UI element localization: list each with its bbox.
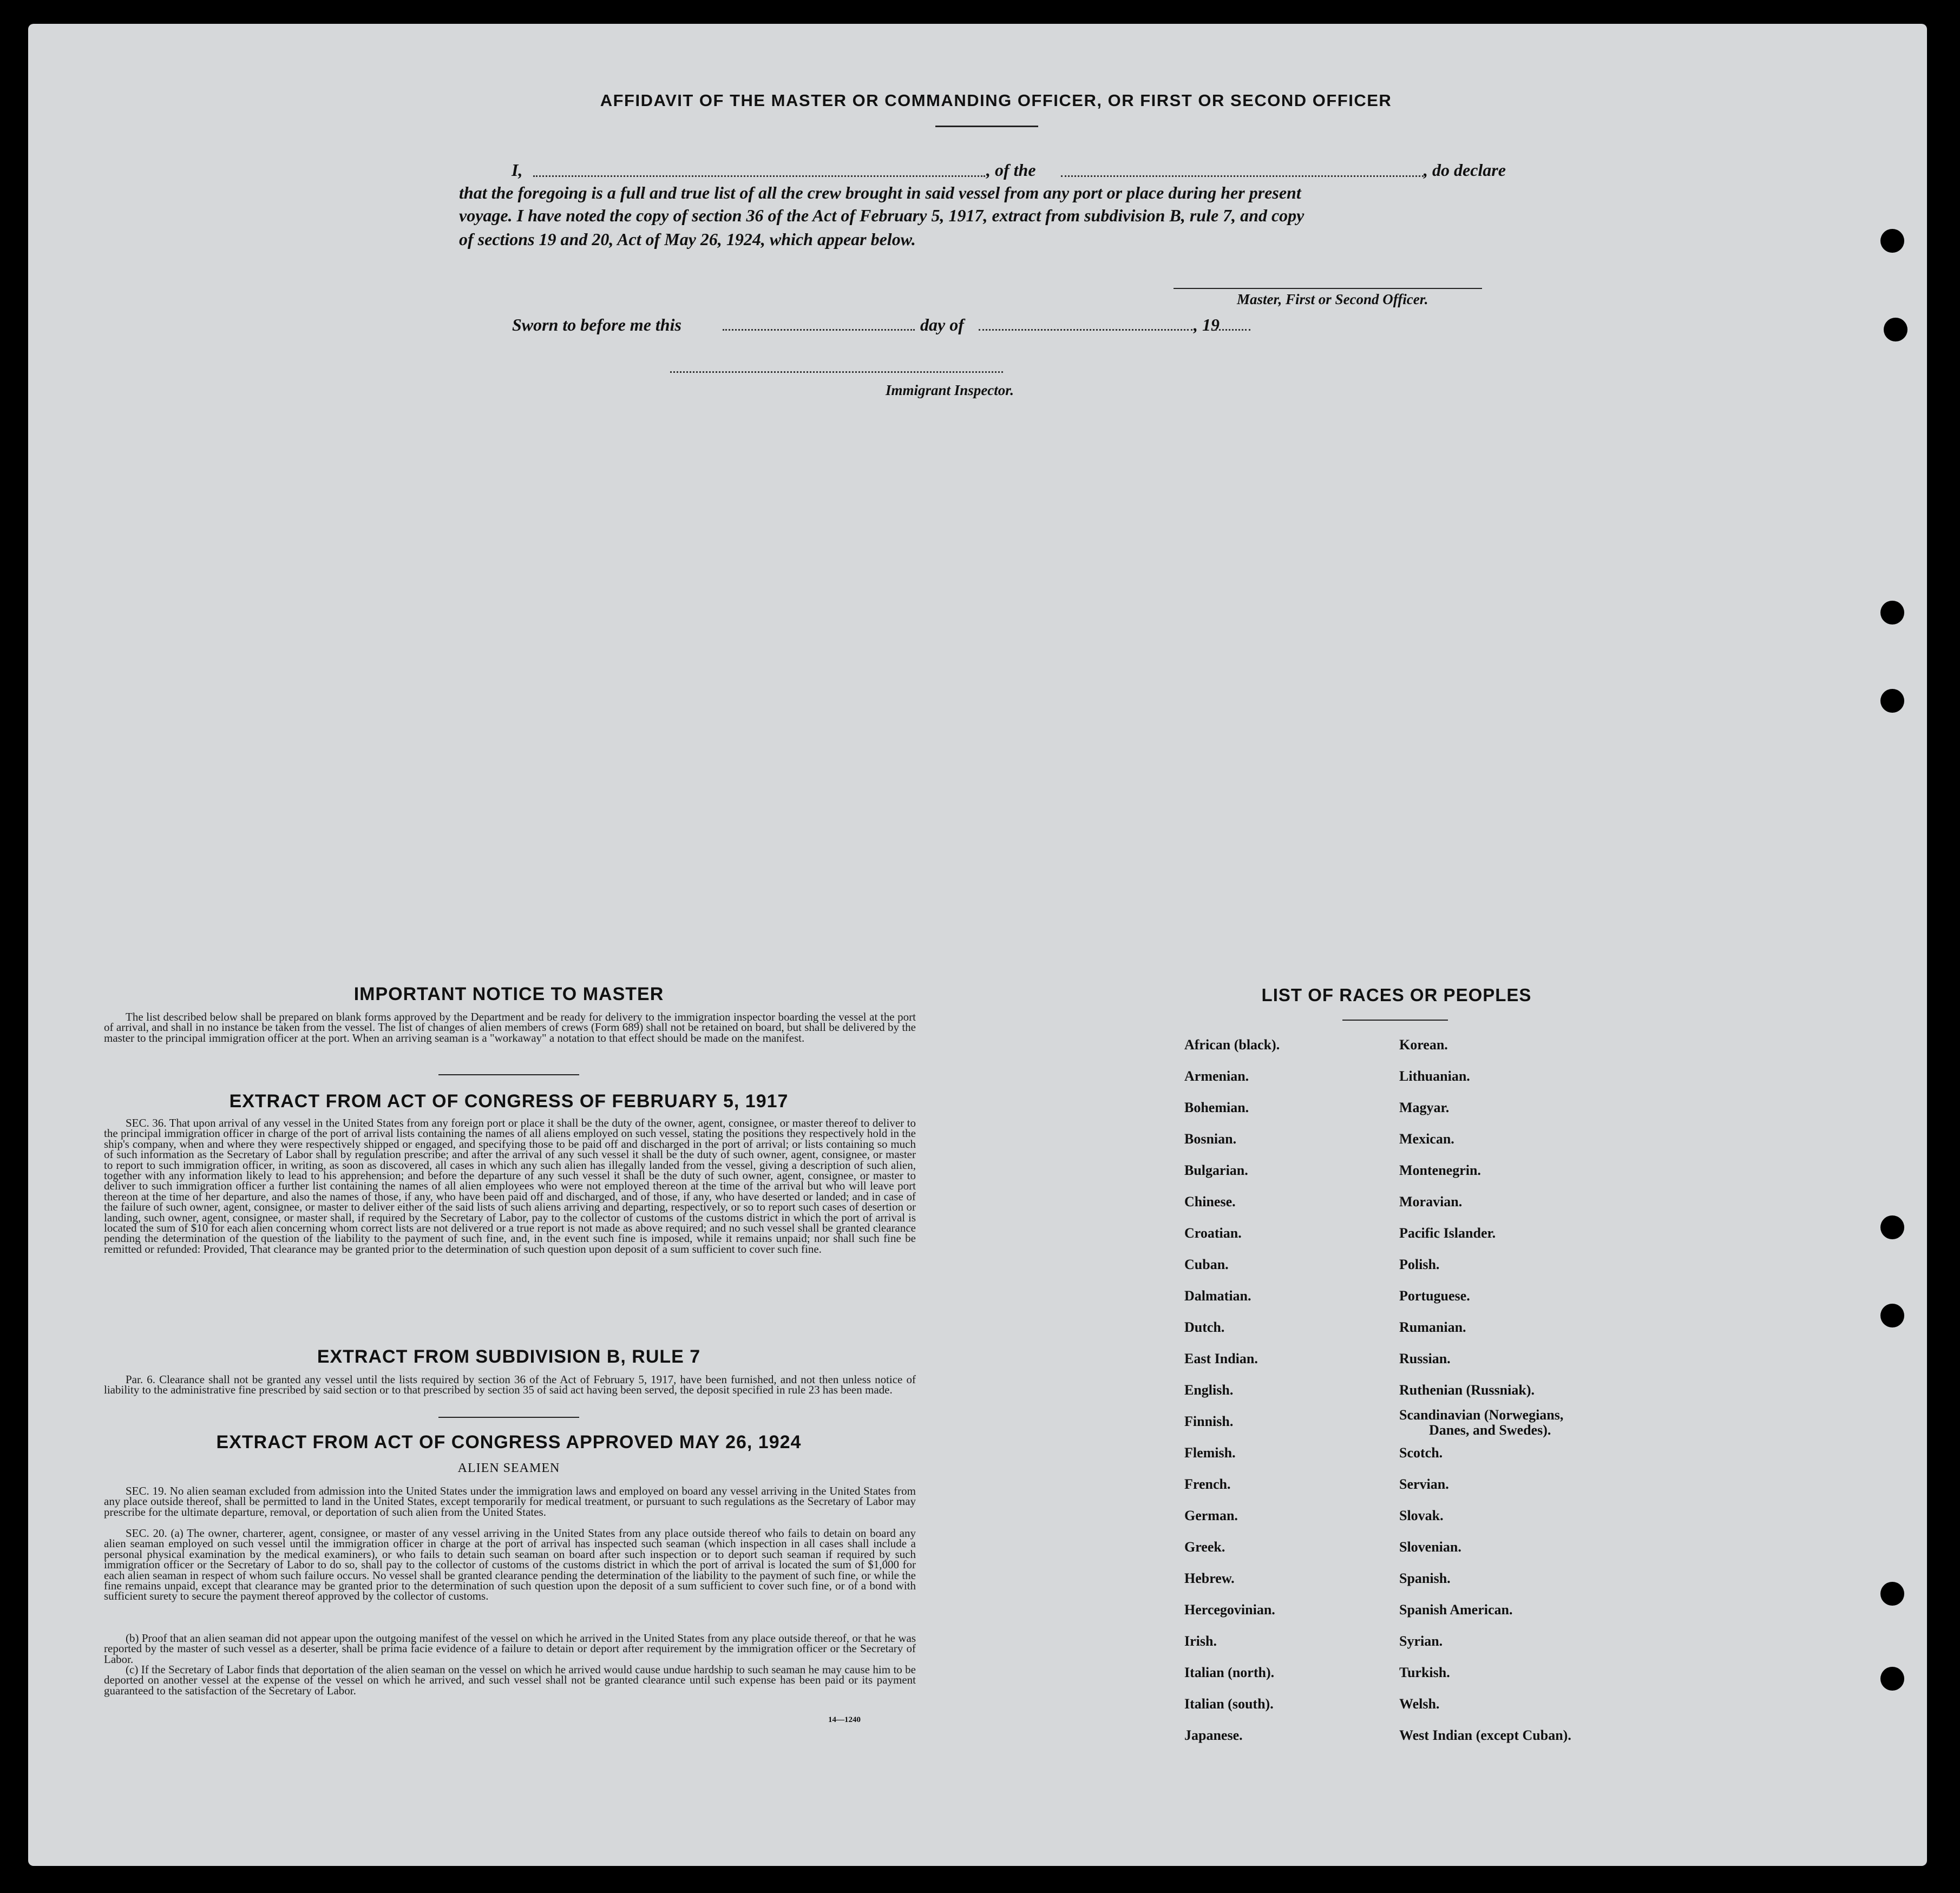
- race-item: Magyar.: [1399, 1100, 1450, 1115]
- punch-hole: [1880, 1582, 1904, 1606]
- divider: [438, 1074, 579, 1075]
- race-item: Montenegrin.: [1399, 1162, 1481, 1178]
- race-item: Spanish American.: [1399, 1602, 1513, 1618]
- race-item: Chinese.: [1184, 1194, 1236, 1210]
- sworn-day-blank: [723, 329, 915, 331]
- day-of-label: day of: [920, 315, 964, 334]
- race-item: West Indian (except Cuban).: [1399, 1727, 1571, 1743]
- race-item: Scandinavian (Norwegians,: [1399, 1407, 1564, 1423]
- punch-hole: [1880, 229, 1904, 253]
- inspector-signature-line: [670, 371, 1003, 373]
- affidavit-line-2: that the foregoing is a full and true list of all the crew brought in said vessel from any port or place during her present: [459, 183, 1301, 202]
- divider: [438, 1417, 579, 1418]
- sec-20c-text: (c) If the Secretary of Labor finds that deportation of the alien seaman on the vessel on which he arrived would cause undue hardship to such seaman he may cause him to be deported on another vessel at the expense of the vessel on which he arrived, and such vessel shall not be granted clearance until such expense has been paid or its payment guaranteed to the satisfaction of the Secretary of Labor.: [104, 1663, 916, 1697]
- sec-20a-text: SEC. 20. (a) The owner, charterer, agent, consignee, or master of any vessel arriving in the United States from any place outside thereof who fails to detain on board any alien seaman employed on such vessel until the immigration officer in charge at the port of arrival has inspected such seaman (which inspection in all cases shall include a personal physical examination by the medical examiners), or who fails to detain such seaman on board after such inspection or to deport such seaman if required by such immigration officer or the Secretary of Labor to do so, shall pay to the collector of customs of the customs district in which the port of arrival is located the sum of $1,000 for each alien seaman in respect of whom such failure occurs. No vessel shall be granted clearance pending the determination of the liability to the payment of such fine, or while the fine remains unpaid, except that clearance may be granted prior to the determination of such question upon the deposit of a sum sufficient to cover such fine, or of a bond with sufficient surety to secure the payment thereof approved by the collector of customs.: [104, 1527, 916, 1603]
- vessel-blank: [1061, 175, 1424, 177]
- race-item: Turkish.: [1399, 1665, 1450, 1680]
- race-item: Slovenian.: [1399, 1539, 1461, 1555]
- race-item: Portuguese.: [1399, 1288, 1470, 1304]
- race-item: Greek.: [1184, 1539, 1225, 1555]
- race-item: Italian (north).: [1184, 1665, 1275, 1680]
- race-item: Ruthenian (Russniak).: [1399, 1382, 1535, 1398]
- divider: [1342, 1020, 1448, 1021]
- punch-hole: [1880, 1667, 1904, 1691]
- extract-1924-title: EXTRACT FROM ACT OF CONGRESS APPROVED MAY 26, 1924: [216, 1432, 802, 1452]
- punch-hole: [1880, 1304, 1904, 1327]
- race-item: Syrian.: [1399, 1633, 1443, 1649]
- race-item: Rumanian.: [1399, 1319, 1466, 1335]
- race-item: Croatian.: [1184, 1225, 1242, 1241]
- affidavit-do-declare: , do declare: [1424, 160, 1506, 180]
- rule-7-text: Par. 6. Clearance shall not be granted any vessel until the lists required by section 36 of the Act of February 5, 1917, have been furnished, and not then unless notice of liability to the administrative fine prescribed by said section or to that prescribed by section 35 of said act having been served, the deposit specified in rule 23 has been made.: [104, 1373, 916, 1397]
- year-blank: [1215, 329, 1250, 331]
- punch-hole: [1880, 689, 1904, 713]
- master-signature-line: [1174, 288, 1482, 289]
- divider: [935, 126, 1038, 127]
- race-item: English.: [1184, 1382, 1234, 1398]
- race-item: Danes, and Swedes).: [1429, 1422, 1551, 1438]
- affidavit-line-4: of sections 19 and 20, Act of May 26, 1924, which appear below.: [459, 229, 916, 249]
- sworn-label: Sworn to before me this: [512, 315, 681, 334]
- affidavit-line-3: voyage. I have noted the copy of section 36 of the Act of February 5, 1917, extract from subdivision B, rule 7, and copy: [459, 206, 1305, 225]
- form-number: 14—1240: [828, 1715, 861, 1724]
- race-item: Armenian.: [1184, 1068, 1249, 1084]
- race-item: Flemish.: [1184, 1445, 1236, 1461]
- race-item: Spanish.: [1399, 1570, 1451, 1586]
- race-item: Japanese.: [1184, 1727, 1243, 1743]
- race-item: French.: [1184, 1476, 1231, 1492]
- notice-text: The list described below shall be prepared on blank forms approved by the Department and be ready for delivery to the immigration inspector boarding the vessel at the port of arrival, and shall in no instance be taken from the vessel. The list of changes of alien members of crews (Form 689) shall not be retained on board, but shall be delivered by the master to the principal immigration officer at the port. When an arriving seaman is a "workaway" a notation to that effect should be made on the manifest.: [104, 1010, 916, 1044]
- race-item: Polish.: [1399, 1257, 1440, 1272]
- race-item: Italian (south).: [1184, 1696, 1274, 1712]
- race-item: Slovak.: [1399, 1508, 1444, 1523]
- race-item: Moravian.: [1399, 1194, 1463, 1210]
- name-blank: [533, 175, 985, 177]
- race-item: Cuban.: [1184, 1257, 1229, 1272]
- punch-hole: [1880, 1215, 1904, 1239]
- sec-19-text: SEC. 19. No alien seaman excluded from admission into the United States under the immigration laws and employed on board any vessel arriving in the United States from any place outside thereof, shall be permitted to land in the United States, except temporarily for medical treatment, or pursuant to such regulations as the Secretary of Labor may prescribe for the ultimate departure, removal, or deportation of such alien from the United States.: [104, 1484, 916, 1519]
- race-item: East Indian.: [1184, 1351, 1258, 1366]
- master-caption: Master, First or Second Officer.: [1237, 291, 1428, 307]
- sworn-month-blank: [979, 329, 1192, 331]
- race-item: Dalmatian.: [1184, 1288, 1251, 1304]
- race-item: Russian.: [1399, 1351, 1451, 1366]
- race-item: Irish.: [1184, 1633, 1217, 1649]
- race-item: Finnish.: [1184, 1414, 1234, 1429]
- race-item: Scotch.: [1399, 1445, 1443, 1461]
- race-item: German.: [1184, 1508, 1238, 1523]
- race-item: Hercegovinian.: [1184, 1602, 1275, 1618]
- race-item: Servian.: [1399, 1476, 1449, 1492]
- race-item: Lithuanian.: [1399, 1068, 1470, 1084]
- affidavit-of-the: , of the: [986, 160, 1036, 180]
- affidavit-i-label: I,: [512, 160, 523, 180]
- race-item: Bohemian.: [1184, 1100, 1249, 1115]
- affidavit-title: AFFIDAVIT OF THE MASTER OR COMMANDING OFFICER, OR FIRST OR SECOND OFFICER: [600, 91, 1392, 110]
- year-label: , 19: [1194, 315, 1220, 334]
- inspector-caption: Immigrant Inspector.: [886, 382, 1014, 398]
- extract-1917-text: SEC. 36. That upon arrival of any vessel in the United States from any foreign port or place it shall be the duty of the owner, agent, consignee, or master thereof to deliver to the principal immigration officer in charge of the port of arrival lists containing the names of all aliens employed on such vessel, stating the positions they respectively hold in the ship's company, when and where they were respectively shipped or engaged, and specifying those to be paid off and discharged in the port of arrival; or lists containing so much of such information as the Secretary of Labor shall by regulation prescribe; and after the arrival of any such vessel it shall be the duty of such owner, agent, consignee, or master to report to such immigration officer, in writing, as soon as discovered, all cases in which any such alien has illegally landed from the vessel, giving a description of such alien, together with any information likely to lead to his apprehension; and before the departure of any such vessel it shall be the duty of such owner, agent, consignee, or master to deliver to such immigration officer a further list containing the names of all alien employees who were not employed thereon at the time of the arrival but who will leave port thereon at the time of her departure, and also the names of those, if any, who have been paid off and discharged, and of those, if any, who have deserted or landed; and in case of the failure of such owner, agent, consignee, or master to deliver either of the said lists of such aliens arriving and departing, respectively, or so to report such cases of desertion or landing, such owner, agent, consignee, or master shall, if required by the Secretary of Labor, pay to the collector of customs of the customs district in which the port of arrival is located the sum of $10 for each alien concerning whom correct lists are not delivered or a true report is not made as above required; and no such vessel shall be granted clearance pending the determination of the question of the liability to the payment of such fine, and, in the event such fine is imposed, while it remains unpaid; nor shall such fine be remitted or refunded: Provided, That clearance may be granted prior to the determination of such question upon deposit of a sum sufficient to cover such fine.: [104, 1116, 916, 1256]
- race-item: Korean.: [1399, 1037, 1448, 1053]
- punch-hole: [1884, 318, 1907, 341]
- race-item: Mexican.: [1399, 1131, 1454, 1147]
- race-item: Welsh.: [1399, 1696, 1440, 1712]
- extract-1917-title: EXTRACT FROM ACT OF CONGRESS OF FEBRUARY 5, 1917: [229, 1091, 789, 1112]
- race-item: Pacific Islander.: [1399, 1225, 1496, 1241]
- alien-seamen-subtitle: ALIEN SEAMEN: [457, 1461, 560, 1475]
- race-item: African (black).: [1184, 1037, 1280, 1053]
- race-item: Bulgarian.: [1184, 1162, 1248, 1178]
- race-item: Dutch.: [1184, 1319, 1225, 1335]
- races-title: LIST OF RACES OR PEOPLES: [1261, 985, 1532, 1005]
- notice-title: IMPORTANT NOTICE TO MASTER: [353, 984, 664, 1004]
- race-item: Bosnian.: [1184, 1131, 1237, 1147]
- race-item: Hebrew.: [1184, 1570, 1235, 1586]
- sec-20b-text: (b) Proof that an alien seaman did not appear upon the outgoing manifest of the vessel on which he arrived in the United States from any place outside thereof, or that he was reported by the master of such vessel as a deserter, shall be prima facie evidence of a failure to detain or deport after requirement by the immigration officer or the Secretary of Labor.: [104, 1632, 916, 1666]
- rule-7-title: EXTRACT FROM SUBDIVISION B, RULE 7: [317, 1346, 701, 1367]
- punch-hole: [1880, 601, 1904, 625]
